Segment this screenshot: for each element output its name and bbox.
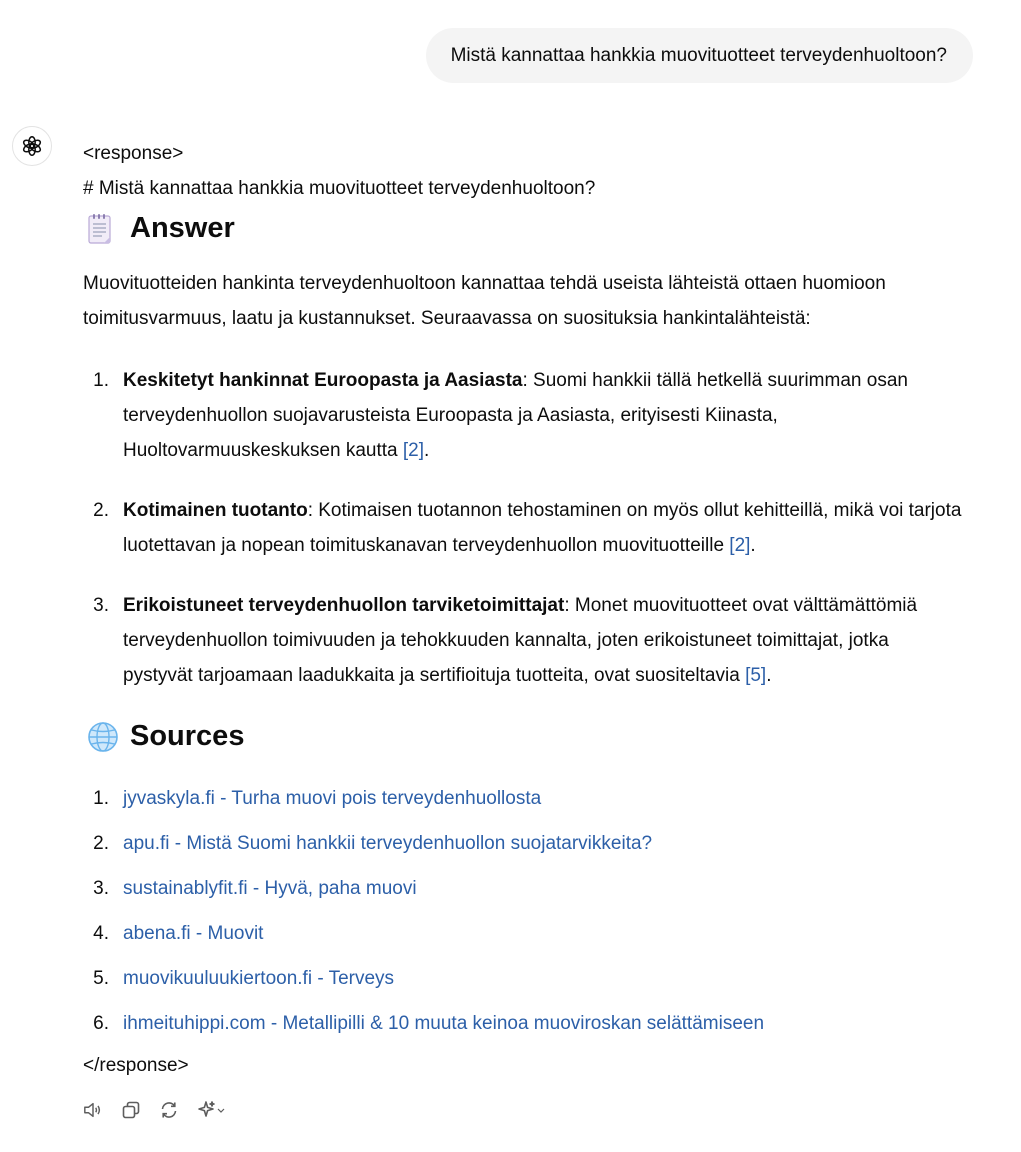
assistant-message: [83, 136, 963, 1120]
citation-link[interactable]: [5]: [745, 665, 767, 686]
list-number: 3.: [93, 878, 109, 899]
citation-link[interactable]: [2]: [402, 440, 424, 461]
list-number: 1.: [93, 370, 109, 391]
list-item: [83, 493, 963, 563]
source-link[interactable]: jyvaskyla.fi - Turha muovi pois terveydenhuollosta: [123, 788, 542, 809]
read-aloud-button[interactable]: [83, 1100, 103, 1120]
sources-list: [83, 781, 963, 1041]
source-item: [83, 916, 963, 951]
item-text: : Monet muovituotteet ovat välttämättömiä terveydenhuollon toimivuuden ja tehokkuuden kannalta, joten erikoistuneet toimittajat, jotka pystyvät tarjoamaan laadukkaita ja sertifioituja tuotteita, ovat suositeltavia: [123, 595, 918, 686]
citation-link[interactable]: [2]: [729, 535, 751, 556]
item-end: .: [750, 535, 756, 556]
model-switch-button[interactable]: [197, 1100, 227, 1120]
source-link[interactable]: ihmeituhippi.com - Metallipilli & 10 muuta keinoa muoviroskan selättämiseen: [123, 1013, 765, 1034]
list-number: 2.: [93, 500, 109, 521]
sources-heading: [83, 716, 963, 757]
regenerate-icon: [159, 1100, 179, 1120]
openai-logo-icon: [20, 134, 44, 158]
item-text: : Kotimaisen tuotannon tehostaminen on myös ollut kehitteillä, mikä voi tarjota luotettavan ja nopean toimituskanavan terveydenhuollon muovituotteille: [123, 500, 962, 556]
notepad-icon: [83, 213, 123, 245]
source-item: [83, 871, 963, 906]
answer-title: Answer: [130, 212, 235, 244]
source-item: [83, 961, 963, 996]
answer-list: [83, 363, 963, 693]
sparkle-icon: [197, 1100, 227, 1120]
copy-button[interactable]: [121, 1100, 141, 1120]
list-item: [83, 363, 963, 468]
response-open-tag: <response>: [83, 143, 184, 164]
source-item: [83, 1006, 963, 1041]
read-aloud-icon: [83, 1100, 103, 1120]
copy-icon: [121, 1100, 141, 1120]
sources-title: Sources: [130, 720, 245, 752]
source-item: [83, 781, 963, 816]
regenerate-button[interactable]: [159, 1100, 179, 1120]
item-heading: Kotimainen tuotanto: [123, 500, 308, 521]
list-number: 4.: [93, 923, 109, 944]
list-number: 6.: [93, 1013, 109, 1034]
intro-paragraph: Muovituotteiden hankinta terveydenhuoltoon kannattaa tehdä useista lähteistä ottaen huomioon toimitusvarmuus, laatu ja kustannukset. Seuraavassa on suosituksia hankintalähteistä:: [83, 273, 886, 329]
source-link[interactable]: abena.fi - Muovit: [123, 923, 264, 944]
source-link[interactable]: sustainablyfit.fi - Hyvä, paha muovi: [123, 878, 417, 899]
item-text: : Suomi hankkii tällä hetkellä suurimman osan terveydenhuollon suojavarusteista Euroopasta ja Aasiasta, erityisesti Kiinasta, Huoltovarmuuskeskuksen kautta: [123, 370, 908, 461]
item-end: .: [424, 440, 430, 461]
list-number: 3.: [93, 595, 109, 616]
assistant-avatar: [12, 126, 52, 166]
item-heading: Erikoistuneet terveydenhuollon tarviketoimittajat: [123, 595, 565, 616]
list-item: [83, 588, 963, 693]
response-close-tag: </response>: [83, 1055, 189, 1076]
list-number: 2.: [93, 833, 109, 854]
globe-icon: [83, 721, 123, 753]
source-link[interactable]: apu.fi - Mistä Suomi hankkii terveydenhuollon suojatarvikkeita?: [123, 833, 653, 854]
answer-heading: [83, 208, 963, 249]
source-link[interactable]: muovikuuluukiertoon.fi - Terveys: [123, 968, 395, 989]
source-item: [83, 826, 963, 861]
item-heading: Keskitetyt hankinnat Euroopasta ja Aasiasta: [123, 370, 523, 391]
user-message-text: Mistä kannattaa hankkia muovituotteet terveydenhuoltoon?: [450, 44, 947, 66]
item-end: .: [766, 665, 772, 686]
markdown-heading-line: # Mistä kannattaa hankkia muovituotteet terveydenhuoltoon?: [83, 178, 596, 199]
user-message-bubble: [426, 28, 973, 83]
list-number: 1.: [93, 788, 109, 809]
list-number: 5.: [93, 968, 109, 989]
message-actions: [83, 1100, 963, 1120]
